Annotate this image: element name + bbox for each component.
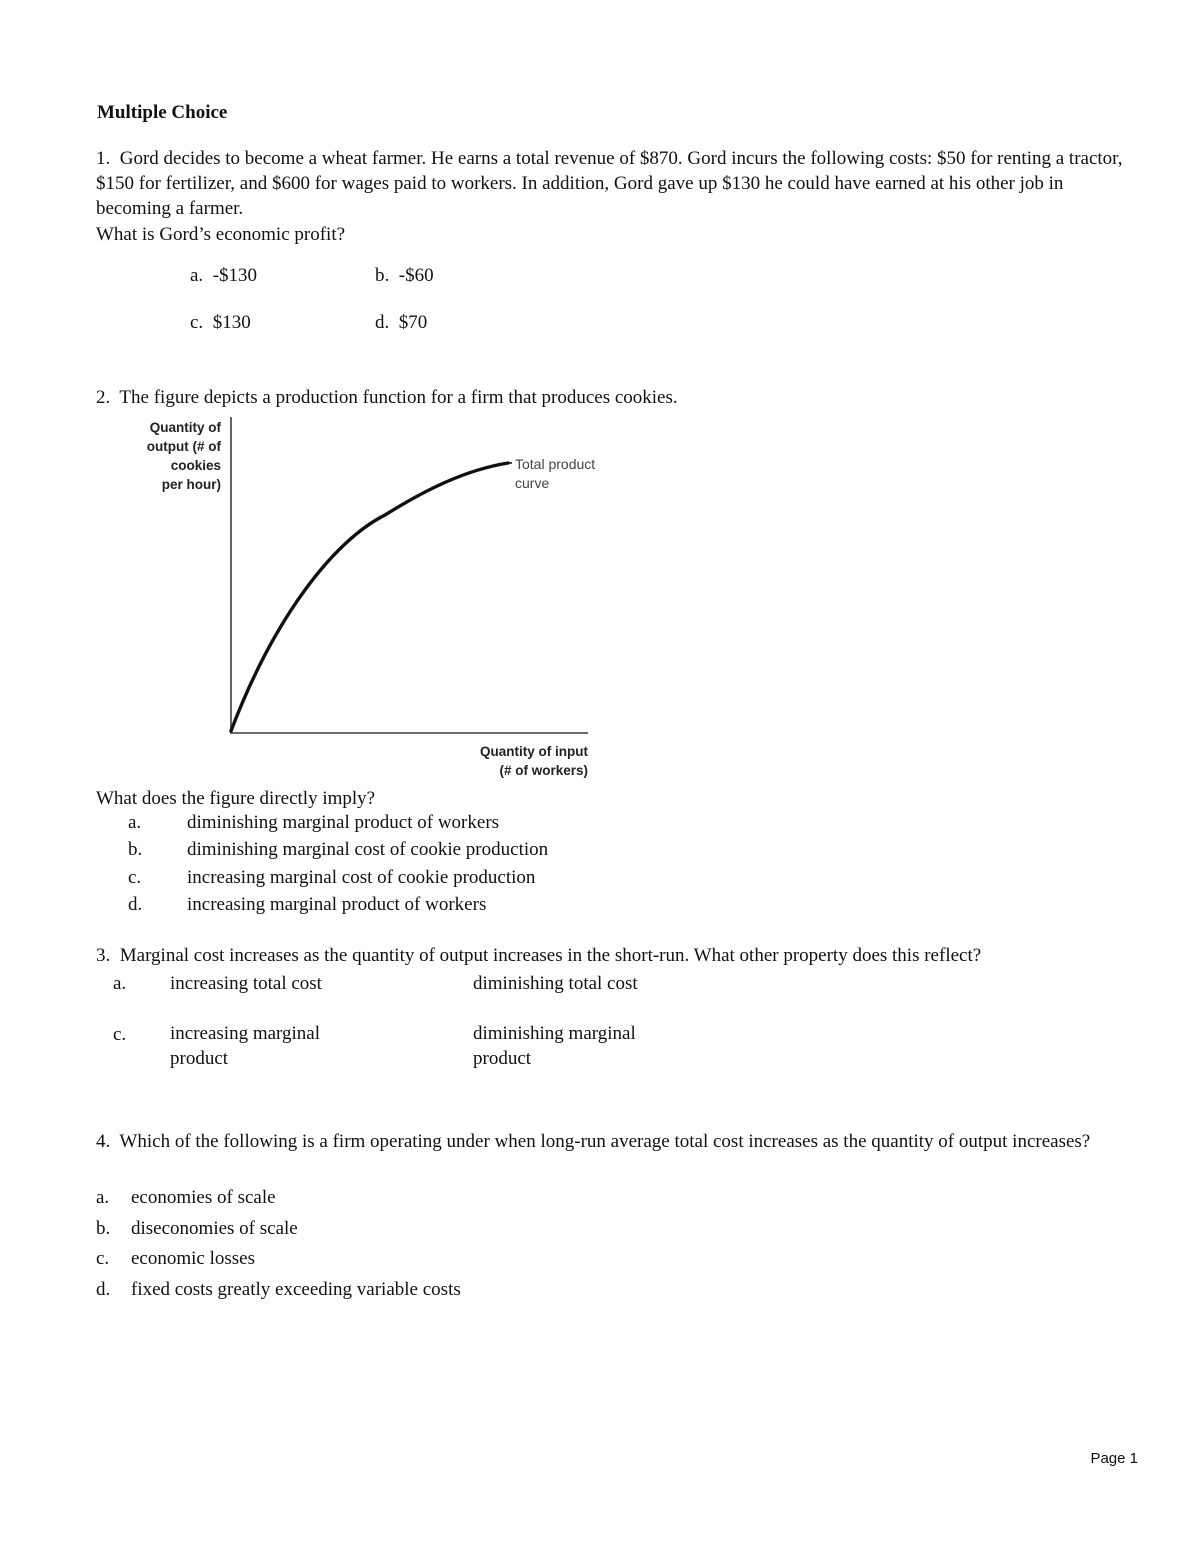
y-axis-label-line: cookies (170, 458, 221, 473)
question-1-prompt: What is Gord’s economic profit? (96, 224, 346, 245)
question-number: 3. (96, 945, 111, 966)
option-text: diseconomies of scale (131, 1218, 298, 1239)
option-letter: a. (113, 973, 127, 994)
curve-label (515, 455, 595, 493)
option-letter: c. (113, 1024, 127, 1045)
option-a[interactable]: increasing total cost (170, 973, 322, 994)
y-axis-label (120, 418, 221, 494)
option-d[interactable] (128, 892, 486, 917)
question-number: 1. (96, 148, 111, 169)
question-text: The figure depicts a production function for a firm that produces cookies. (119, 387, 678, 408)
option-b[interactable] (96, 1216, 298, 1241)
option-text: increasing marginal cost of cookie production (187, 867, 536, 888)
option-d[interactable]: diminishing marginal product (473, 1023, 636, 1069)
option-text: fixed costs greatly exceeding variable costs (131, 1279, 461, 1300)
option-d[interactable] (96, 1277, 461, 1302)
option-text: diminishing marginal cost of cookie production (187, 839, 549, 860)
option-letter: c. (190, 312, 204, 333)
option-letter: b. (128, 839, 143, 860)
question-number: 4. (96, 1131, 111, 1152)
curve-label-line: curve (515, 475, 550, 491)
page-number: Page 1 (1090, 1450, 1138, 1467)
option-letter: b. (96, 1218, 111, 1239)
question-text: Marginal cost increases as the quantity of output increases in the short-run. What other property does this reflect? (119, 945, 982, 966)
option-letter: d. (96, 1279, 111, 1300)
option-c[interactable]: increasing marginal product (170, 1023, 321, 1069)
option-letter: a. (96, 1187, 110, 1208)
option-a[interactable] (96, 1185, 276, 1210)
option-a[interactable] (128, 810, 499, 835)
option-b[interactable]: diminishing total cost (473, 973, 638, 994)
question-3 (96, 943, 1136, 968)
question-4 (96, 1129, 1131, 1154)
option-text: diminishing marginal product of workers (187, 812, 500, 833)
option-a[interactable] (190, 263, 257, 288)
total-product-curve (231, 463, 508, 731)
option-c[interactable] (128, 865, 535, 890)
option-letter: b. (375, 265, 390, 286)
x-axis-label-line: Quantity of input (480, 744, 588, 759)
y-axis-label-line: Quantity of (149, 420, 221, 435)
y-axis-label-line: output (# of (146, 439, 221, 454)
option-text: increasing marginal product of workers (187, 894, 487, 915)
question-2-prompt: What does the figure directly imply? (96, 788, 376, 809)
option-d[interactable] (375, 310, 427, 335)
option-text: economies of scale (131, 1187, 276, 1208)
question-1 (96, 146, 1136, 221)
question-number: 2. (96, 387, 111, 408)
x-axis-label (440, 742, 588, 780)
option-text: -$130 (212, 265, 258, 286)
option-text: $70 (398, 312, 428, 333)
option-letter: c. (96, 1248, 110, 1269)
section-heading: Multiple Choice (97, 102, 228, 123)
option-letter: c. (128, 867, 142, 888)
option-text: -$60 (398, 265, 434, 286)
option-letter: a. (128, 812, 142, 833)
question-2 (96, 385, 1136, 410)
option-b[interactable] (128, 837, 548, 862)
option-letter: d. (375, 312, 390, 333)
x-axis-label-line: (# of workers) (499, 763, 588, 778)
y-axis-label-line: per hour) (161, 477, 221, 492)
option-letter: a. (190, 265, 204, 286)
option-c[interactable] (96, 1246, 255, 1271)
option-letter: d. (128, 894, 143, 915)
curve-label-line: Total product (515, 456, 596, 472)
question-text: Which of the following is a firm operating under when long-run average total cost increases as the quantity of output increases? (119, 1131, 1091, 1152)
question-text: Gord decides to become a wheat farmer. He earns a total revenue of $870. Gord incurs the following costs: $50 for renting a tractor, $150 for fertilizer, and $600 for wages paid to workers. In addition, Gord gave up $130 he could have earned at his other job in becoming a farmer. (96, 148, 1123, 219)
option-text: economic losses (131, 1248, 256, 1269)
option-text: $130 (212, 312, 251, 333)
option-c[interactable] (190, 310, 251, 335)
option-b[interactable] (375, 263, 434, 288)
